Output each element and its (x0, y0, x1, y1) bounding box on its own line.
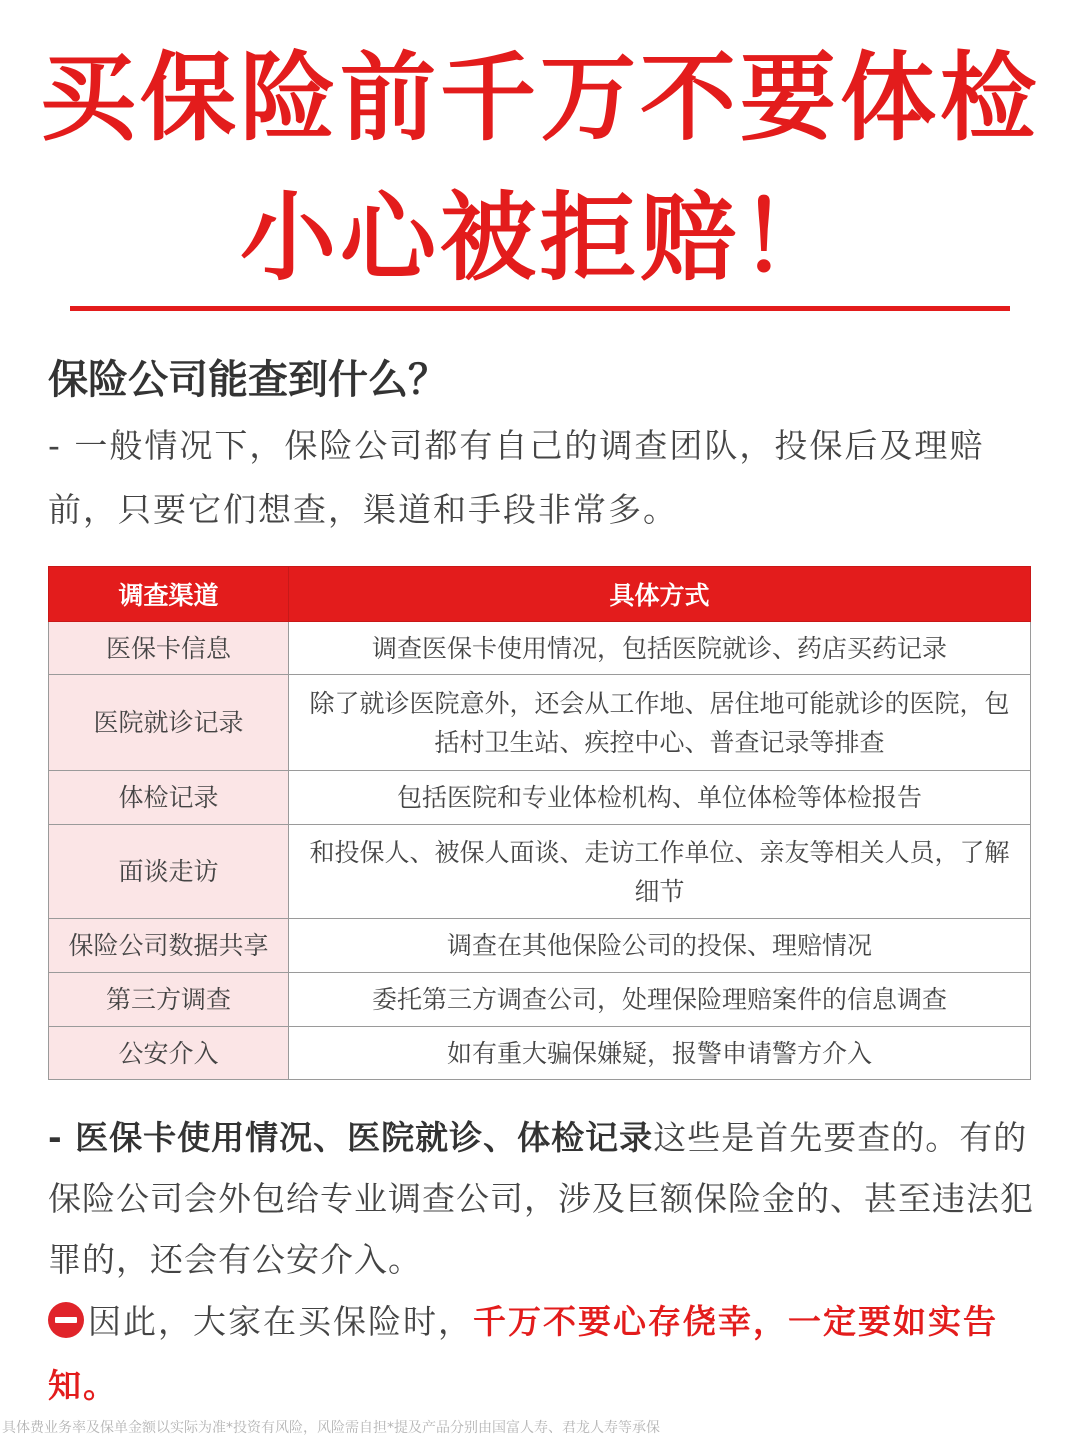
summary-lead: - 医保卡使用情况、医院就诊、体检记录 (48, 1118, 654, 1157)
channel-cell: 面谈走访 (49, 825, 289, 919)
warning-emphasis: 千万不要心存侥幸，一定要如实告知。 (48, 1302, 998, 1405)
header-channel: 调查渠道 (49, 567, 289, 622)
channel-cell: 医院就诊记录 (49, 675, 289, 771)
method-cell: 除了就诊医院意外，还会从工作地、居住地可能就诊的医院，包括村卫生站、疾控中心、普查记录等排查 (289, 675, 1031, 771)
table-row (49, 825, 1031, 919)
header-method: 具体方式 (289, 567, 1031, 622)
table-row (49, 973, 1031, 1027)
method-cell: 委托第三方调查公司，处理保险理赔案件的信息调查 (289, 973, 1031, 1027)
investigation-table (48, 566, 1031, 1080)
channel-cell: 第三方调查 (49, 973, 289, 1027)
section-heading: 保险公司能查到什么？ (48, 357, 448, 403)
channel-cell: 医保卡信息 (49, 622, 289, 675)
table-row (49, 675, 1031, 771)
channel-cell: 体检记录 (49, 771, 289, 825)
table-header-row (49, 567, 1031, 622)
summary-paragraph (48, 1107, 1038, 1290)
warning-paragraph (48, 1290, 1038, 1418)
disclaimer-footer: 具体费业务率及保单金额以实际为准*投资有风险，风险需自担*提及产品分别由国富人寿、君龙人寿等承保 (2, 1420, 660, 1436)
method-cell: 如有重大骗保嫌疑，报警申请警方介入 (289, 1027, 1031, 1080)
table-row (49, 919, 1031, 973)
summary-rest: 这些是首先要查的。有的保险公司会外包给专业调查公司，涉及巨额保险金的、甚至违法犯罪的，还会有公安介入。 (48, 1118, 1034, 1279)
no-entry-icon (48, 1302, 84, 1338)
title-divider (70, 306, 1010, 311)
table-row (49, 1027, 1031, 1080)
method-cell: 和投保人、被保人面谈、走访工作单位、亲友等相关人员，了解细节 (289, 825, 1031, 919)
method-cell: 调查在其他保险公司的投保、理赔情况 (289, 919, 1031, 973)
main-title-line2: 小心被拒赔！ (240, 182, 840, 294)
channel-cell: 公安介入 (49, 1027, 289, 1080)
method-cell: 调查医保卡使用情况，包括医院就诊、药店买药记录 (289, 622, 1031, 675)
intro-paragraph: - 一般情况下，保险公司都有自己的调查团队，投保后及理赔前，只要它们想查，渠道和手段非常多。 (48, 426, 985, 529)
warning-prefix: 因此，大家在买保险时， (88, 1302, 473, 1341)
channel-cell: 保险公司数据共享 (49, 919, 289, 973)
table-row (49, 622, 1031, 675)
method-cell: 包括医院和专业体检机构、单位体检等体检报告 (289, 771, 1031, 825)
main-title-line1: 买保险前千万不要体检 (40, 42, 1040, 154)
table-row (49, 771, 1031, 825)
